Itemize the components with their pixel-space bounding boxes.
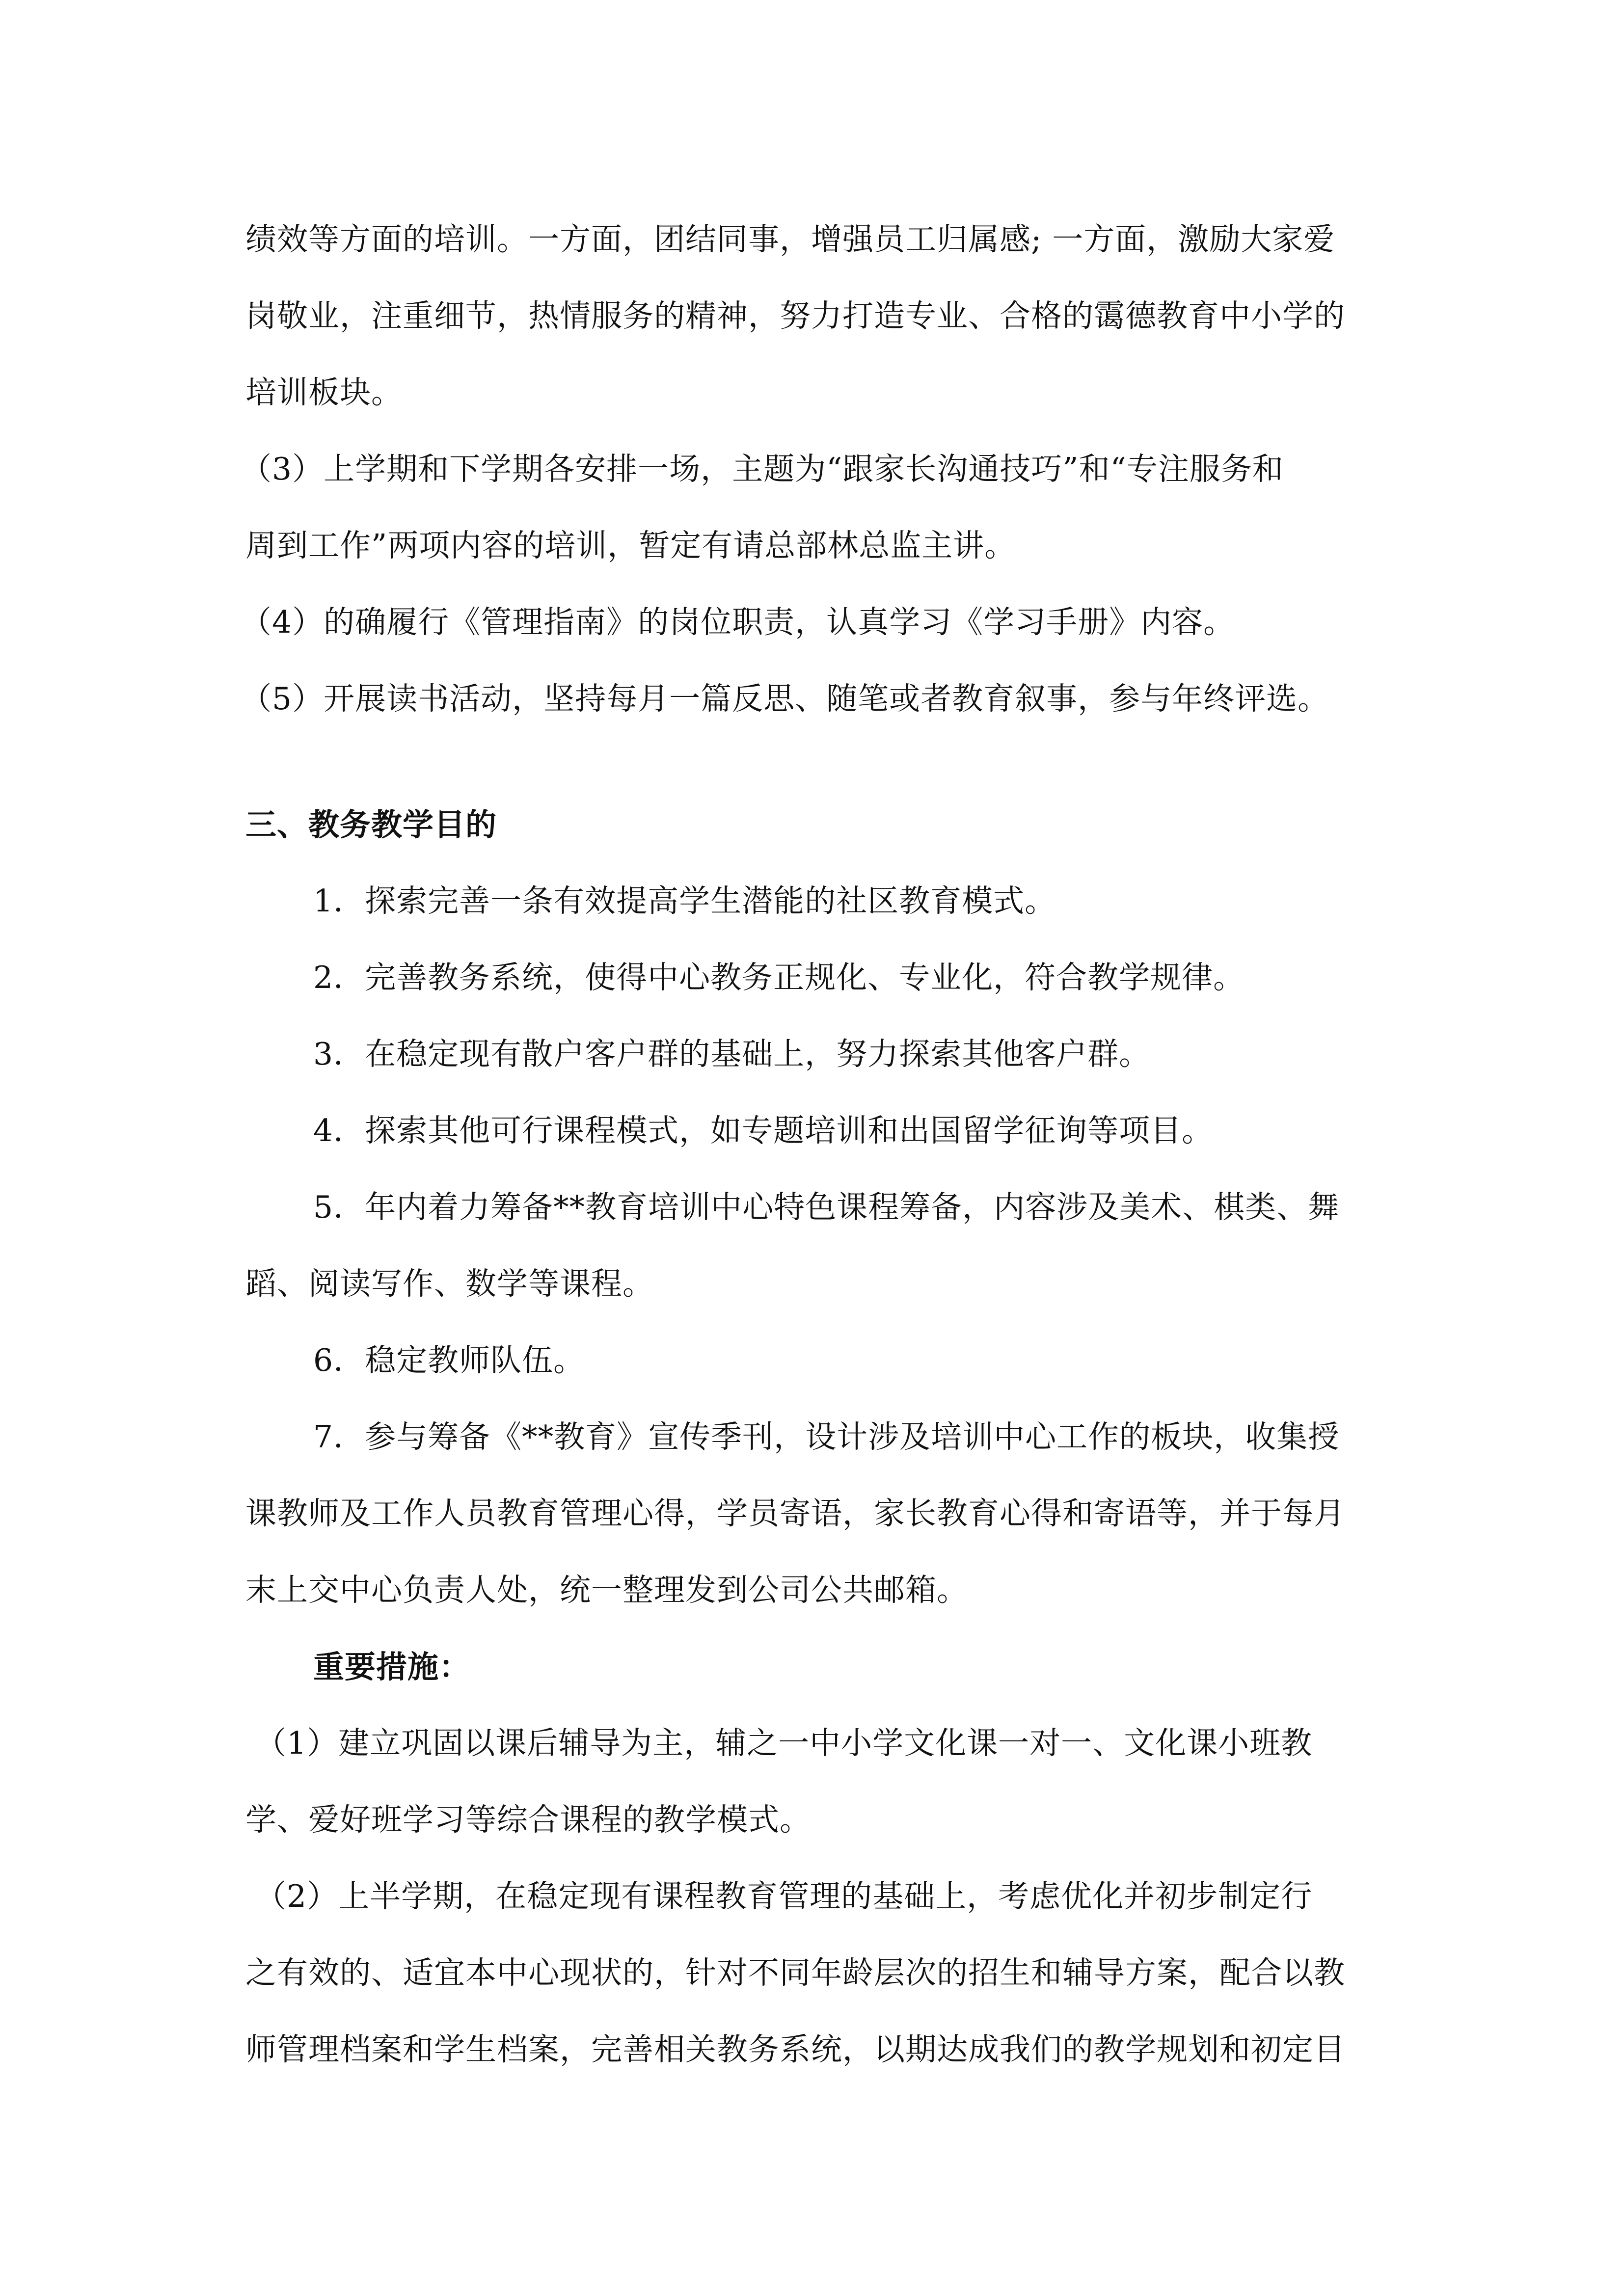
section-heading: 三、教务教学目的 [245,806,497,843]
list-item: 4．探索其他可行课程模式，如专题培训和出国留学征询等项目。 [313,1113,1214,1148]
list-item: 7．参与筹备《**教育》宣传季刊，设计涉及培训中心工作的板块，收集授 [313,1419,1340,1455]
paragraph-line: （3）上学期和下学期各安排一场，主题为“跟家长沟通技巧”和“专注服务和 [241,451,1284,487]
list-item: 2．完善教务系统，使得中心教务正规化、专业化，符合教学规律。 [313,960,1245,995]
paragraph-line: 绩效等方面的培训。一方面，团结同事，增强员工归属感; 一方面，激励大家爱 [245,221,1335,257]
paragraph-line: 培训板块。 [245,374,403,410]
paragraph-line: （1）建立巩固以课后辅导为主，辅之一中小学文化课一对一、文化课小班教 [255,1725,1313,1761]
paragraph-line: 课教师及工作人员教育管理心得，学员寄语，家长教育心得和寄语等，并于每月 [245,1495,1345,1531]
list-item: 5．年内着力筹备**教育培训中心特色课程筹备，内容涉及美术、棋类、舞 [313,1189,1340,1225]
paragraph-line: （5）开展读书活动，坚持每月一篇反思、随笔或者教育叙事，参与年终评选。 [241,681,1329,717]
paragraph-line: （2）上半学期，在稳定现有课程教育管理的基础上，考虑优化并初步制定行 [255,1878,1313,1914]
list-item: 3．在稳定现有散户客户群的基础上，努力探索其他客户群。 [313,1036,1151,1072]
paragraph-line: 蹈、阅读写作、数学等课程。 [245,1266,654,1302]
paragraph-line: 之有效的、适宜本中心现状的，针对不同年龄层次的招生和辅导方案，配合以教 [245,1955,1345,1991]
paragraph-line: 岗敬业，注重细节，热情服务的精神，努力打造专业、合格的霭德教育中小学的 [245,298,1345,334]
paragraph-line: 师管理档案和学生档案，完善相关教务系统，以期达成我们的教学规划和初定目 [245,2031,1345,2067]
paragraph-line: 周到工作”两项内容的培训，暂定有请总部林总监主讲。 [245,528,1016,563]
subheading: 重要措施： [313,1649,470,1685]
list-item: 6．稳定教师队伍。 [313,1342,585,1378]
list-item: 1．探索完善一条有效提高学生潜能的社区教育模式。 [313,883,1056,919]
paragraph-line: （4）的确履行《管理指南》的岗位职责，认真学习《学习手册》内容。 [241,604,1235,640]
paragraph-line: 末上交中心负责人处，统一整理发到公司公共邮箱。 [245,1572,968,1608]
paragraph-line: 学、爱好班学习等综合课程的教学模式。 [245,1802,811,1838]
